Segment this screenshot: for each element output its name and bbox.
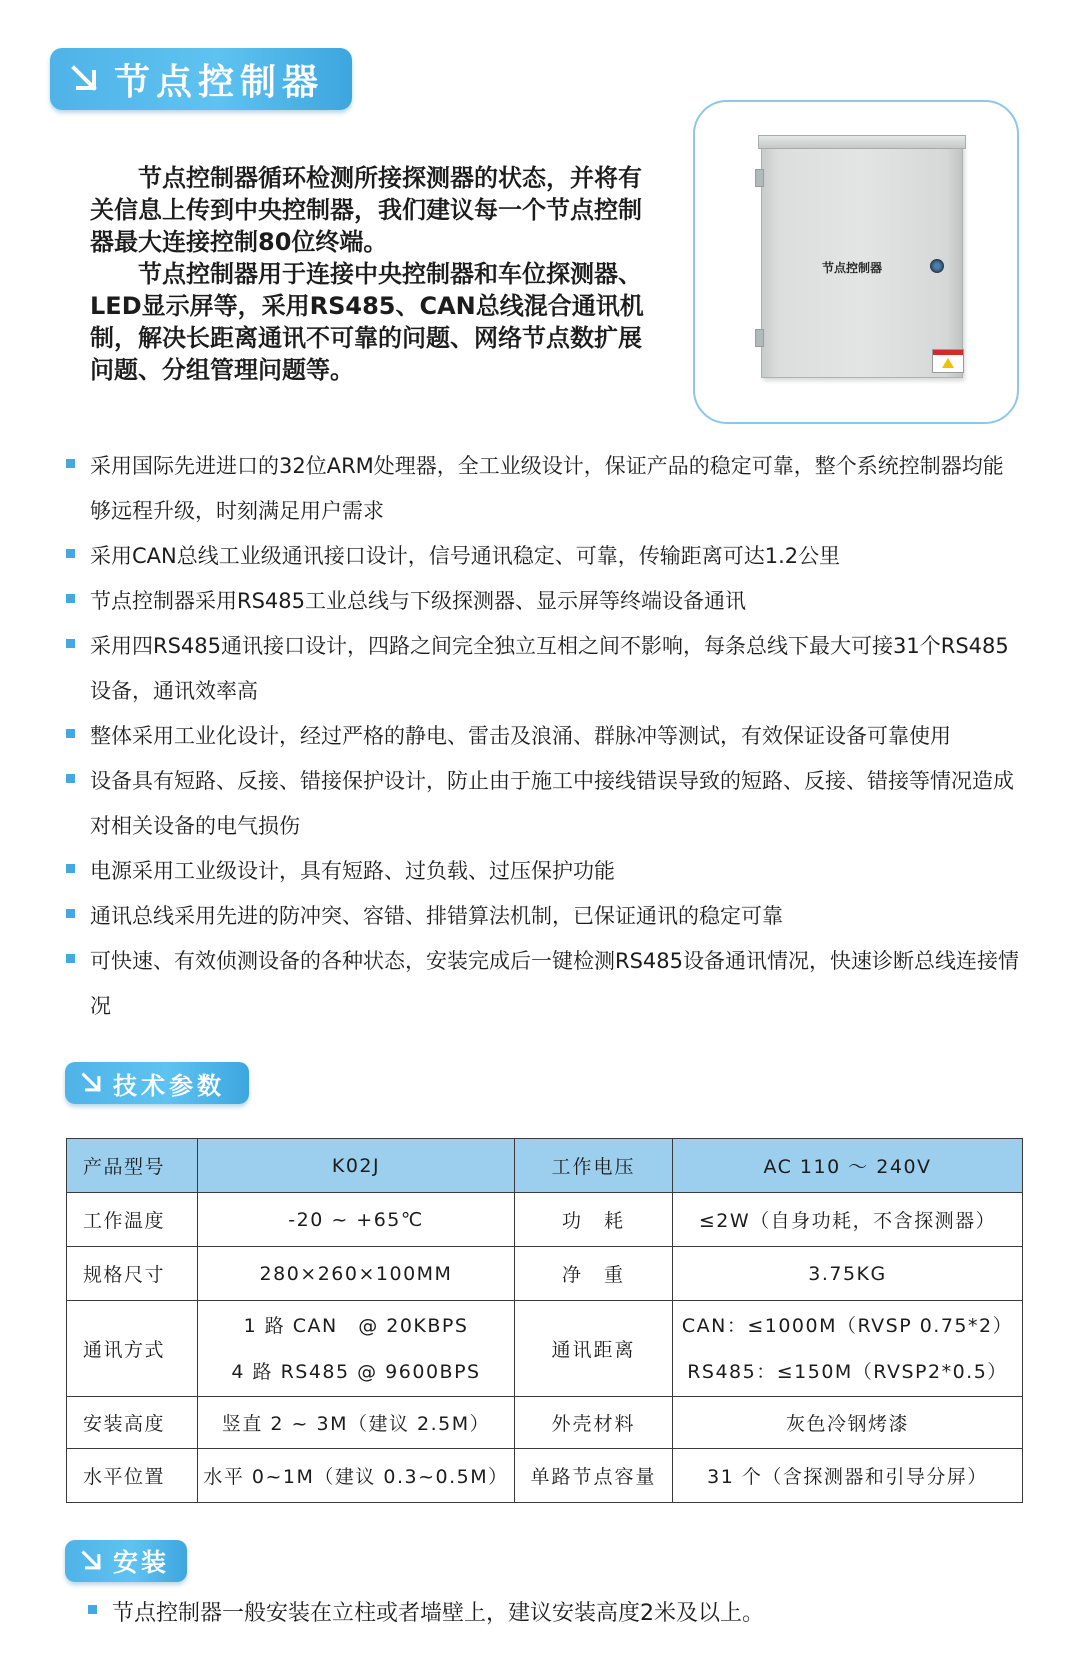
lock-icon [930, 259, 944, 273]
intro-text [90, 162, 650, 386]
table-cell: AC 110 ～ 240V [673, 1139, 1023, 1193]
list-item: 采用国际先进进口的32位ARM处理器，全工业级设计，保证产品的稳定可靠，整个系统控制器均能够远程升级，时刻满足用户需求 [64, 444, 1024, 534]
table-cell: 通讯方式 [67, 1301, 198, 1397]
section-badge-node-controller [50, 48, 352, 110]
list-item: 整体采用工业化设计，经过严格的静电、雷击及浪涌、群脉冲等测试，有效保证设备可靠使用 [64, 714, 1024, 759]
bullet-icon [66, 639, 75, 648]
table-cell: 水平 0~1M（建议 0.3~0.5M） [198, 1449, 515, 1503]
table-cell: 灰色冷钢烤漆 [673, 1397, 1023, 1449]
section-title: 节点控制器 [114, 61, 325, 103]
section-badge-install [65, 1540, 187, 1582]
table-cell: 竖直 2 ~ 3M（建议 2.5M） [198, 1397, 515, 1449]
intro-paragraph: 节点控制器用于连接中央控制器和车位探测器、LED显示屏等，采用RS485、CAN总线混合通讯机制，解决长距离通讯不可靠的问题、网络节点数扩展问题、分组管理问题等。 [90, 260, 644, 384]
table-cell: 安装高度 [67, 1397, 198, 1449]
section-title: 技术参数 [113, 1071, 225, 1100]
table-row [67, 1449, 1023, 1503]
table-cell: -20 ~ +65℃ [198, 1193, 515, 1247]
comm-line: 4 路 RS485 @ 9600BPS [231, 1360, 481, 1383]
table-row [67, 1247, 1023, 1301]
table-row [67, 1397, 1023, 1449]
bullet-icon [66, 909, 75, 918]
table-row [67, 1193, 1023, 1247]
warning-label-icon [932, 349, 964, 373]
list-item: 可快速、有效侦测设备的各种状态，安装完成后一键检测RS485设备通讯情况，快速诊断总线连接情况 [64, 939, 1024, 1029]
bullet-icon [66, 774, 75, 783]
arrow-down-right-icon [73, 1070, 111, 1096]
table-cell: 工作电压 [515, 1139, 673, 1193]
feature-list [64, 444, 1024, 1029]
table-cell: 280×260×100MM [198, 1247, 515, 1301]
table-cell: 规格尺寸 [67, 1247, 198, 1301]
bullet-icon [66, 459, 75, 468]
table-cell: 外壳材料 [515, 1397, 673, 1449]
list-item: 通讯总线采用先进的防冲突、容错、排错算法机制，已保证通讯的稳定可靠 [64, 894, 1024, 939]
bullet-icon [66, 729, 75, 738]
table-cell: 通讯距离 [515, 1301, 673, 1397]
arrow-down-right-icon [62, 62, 108, 96]
product-image [693, 100, 1019, 424]
bullet-icon [88, 1605, 97, 1614]
list-item: 采用CAN总线工业级通讯接口设计，信号通讯稳定、可靠，传输距离可达1.2公里 [64, 534, 1024, 579]
table-cell: 3.75KG [673, 1247, 1023, 1301]
table-cell: 单路节点容量 [515, 1449, 673, 1503]
table-cell: 功 耗 [515, 1193, 673, 1247]
bullet-icon [66, 864, 75, 873]
intro-paragraph: 节点控制器循环检测所接探测器的状态，并将有关信息上传到中央控制器，我们建议每一个节点控制器最大连接控制80位终端。 [90, 164, 642, 256]
cabinet-label: 节点控制器 [822, 261, 883, 275]
spec-table [66, 1138, 1023, 1503]
bullet-icon [66, 954, 75, 963]
list-item: 电源采用工业级设计，具有短路、过负载、过压保护功能 [64, 849, 1024, 894]
distance-line: RS485：≤150M（RVSP2*0.5） [687, 1360, 1008, 1383]
table-row [67, 1301, 1023, 1397]
arrow-down-right-icon [73, 1548, 111, 1574]
table-cell: 31 个（含探测器和引导分屏） [673, 1449, 1023, 1503]
bullet-icon [66, 549, 75, 558]
table-cell: K02J [198, 1139, 515, 1193]
table-cell: 产品型号 [67, 1139, 198, 1193]
section-title: 安装 [113, 1548, 170, 1577]
distance-line: CAN：≤1000M（RVSP 0.75*2） [681, 1314, 1014, 1337]
table-cell: 水平位置 [67, 1449, 198, 1503]
table-cell: ≤2W（自身功耗，不含探测器） [673, 1193, 1023, 1247]
table-cell [673, 1301, 1023, 1397]
list-item: 设备具有短路、反接、错接保护设计，防止由于施工中接线错误导致的短路、反接、错接等情况造成对相关设备的电气损伤 [64, 759, 1024, 849]
controller-cabinet [761, 138, 963, 378]
bullet-icon [66, 594, 75, 603]
table-cell: 工作温度 [67, 1193, 198, 1247]
table-cell [198, 1301, 515, 1397]
install-note: 节点控制器一般安装在立柱或者墙壁上，建议安装高度2米及以上。 [88, 1596, 764, 1627]
list-item: 节点控制器采用RS485工业总线与下级探测器、显示屏等终端设备通讯 [64, 579, 1024, 624]
section-badge-tech-params [65, 1062, 249, 1104]
table-cell: 净 重 [515, 1247, 673, 1301]
table-row [67, 1139, 1023, 1193]
list-item: 采用四RS485通讯接口设计，四路之间完全独立互相之间不影响，每条总线下最大可接31个RS485设备，通讯效率高 [64, 624, 1024, 714]
comm-line: 1 路 CAN @ 20KBPS [243, 1314, 469, 1337]
